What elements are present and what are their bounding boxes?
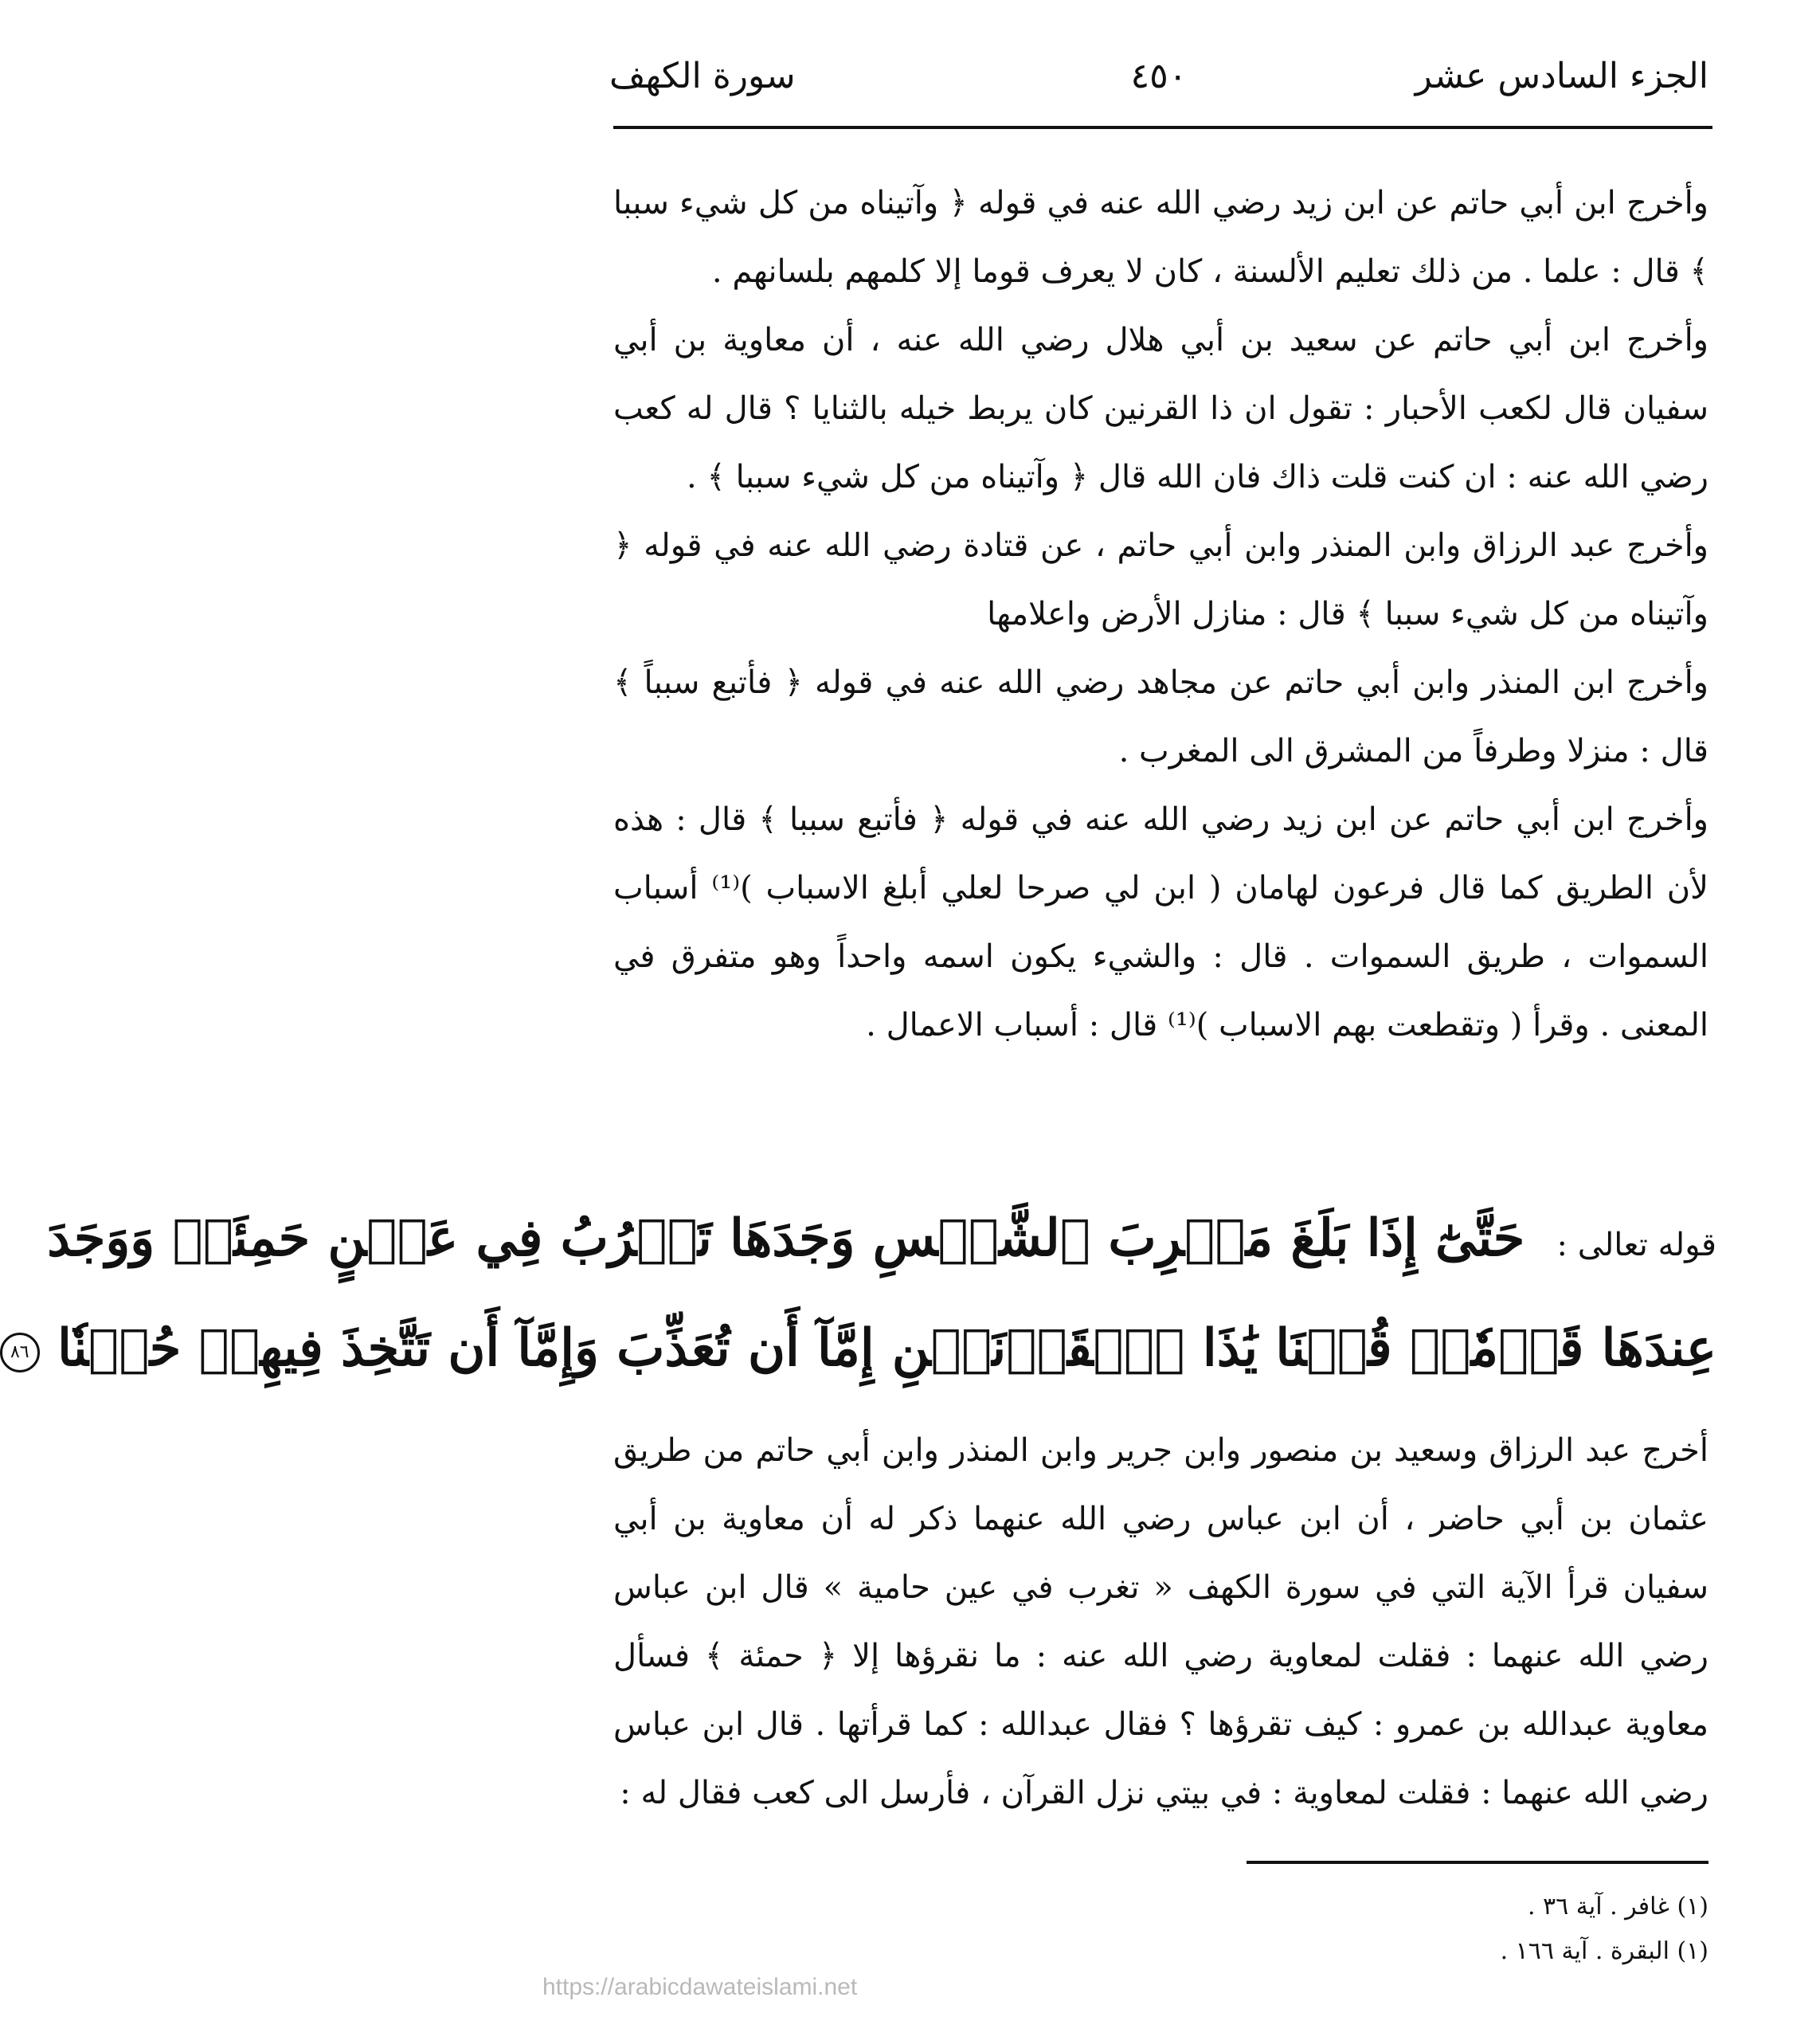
- watermark-url: https://arabicdawateislami.net: [542, 1974, 858, 2000]
- page-number: ٤٥٠: [1130, 56, 1188, 96]
- verse-line-1: [47, 1187, 1716, 1297]
- quran-verse: [10, 1187, 1716, 1400]
- main-text: [613, 169, 1708, 1059]
- running-header: [609, 49, 1708, 113]
- surah-label: سورة الكهف: [609, 56, 796, 96]
- header-divider: [613, 126, 1712, 129]
- paragraph: وأخرج عبد الرزاق وابن المنذر وابن أبي حاتم ، عن قتادة رضي الله عنه في قوله ﴿ وآتيناه من كل شيء سببا ﴾ قال : منازل الأرض واعلامها: [613, 527, 1708, 632]
- verse-text-2: عِندَهَا قَوۡمٗاۗ قُلۡنَا يَٰذَا ٱلۡقَرۡنَيۡنِ إِمَّآ أَن تُعَذِّبَ وَإِمَّآ أَن تَتَّخِذَ فِيهِمۡ حُسۡنٗا: [57, 1318, 1716, 1378]
- footnote-divider: [1247, 1861, 1708, 1864]
- footnote: (١) البقرة . آية ١٦٦ .: [1500, 1937, 1708, 1965]
- footnote: (١) غافر . آية ٣٦ .: [1527, 1893, 1708, 1920]
- part-label: الجزء السادس عشر: [1415, 56, 1708, 96]
- verse-number-marker: ٨٦: [0, 1333, 40, 1372]
- paragraph: وأخرج ابن أبي حاتم عن سعيد بن أبي هلال رضي الله عنه ، أن معاوية بن أبي سفيان قال لكعب الأحبار : تقول ان ذا القرنين كان يربط خيله بالثنايا ؟ قال له كعب رضي الله عنه : ان كنت قلت ذاك فان الله قال ﴿ وآتيناه من كل شيء سببا ﴾ .: [613, 322, 1708, 495]
- paragraph: أخرج عبد الرزاق وسعيد بن منصور وابن جرير وابن المنذر وابن أبي حاتم من طريق عثمان بن أبي حاضر ، أن ابن عباس رضي الله عنهما ذكر له أن معاوية بن أبي سفيان قرأ الآية التي في سورة الكهف « تغرب في عين حامية » قال ابن عباس رضي الله عنهما : فقلت لمعاوية رضي الله عنه : ما نقرؤها إلا ﴿ حمئة ﴾ فسأل معاوية عبدالله بن عمرو : كيف تقرؤها ؟ فقال عبدالله : كما قرأتها . قال ابن عباس رضي الله عنهما : فقلت لمعاوية : في بيتي نزل القرآن ، فأرسل الى كعب فقال له :: [613, 1432, 1708, 1811]
- verse-intro: قوله تعالى :: [1556, 1227, 1716, 1263]
- book-page: [10, 0, 1820, 2036]
- paragraph: وأخرج ابن أبي حاتم عن ابن زيد رضي الله عنه في قوله ﴿ وآتيناه من كل شيء سببا ﴾ قال : علما . من ذلك تعليم الألسنة ، كان لا يعرف قوما إلا كلمهم بلسانهم .: [613, 185, 1708, 290]
- paragraph: وأخرج ابن المنذر وابن أبي حاتم عن مجاهد رضي الله عنه في قوله ﴿ فأتبع سبباً ﴾ قال : منزلا وطرفاً من المشرق الى المغرب .: [613, 664, 1708, 769]
- verse-line-2: [10, 1297, 1716, 1400]
- verse-text-1: حَتَّىٰٓ إِذَا بَلَغَ مَغۡرِبَ ٱلشَّمۡسِ وَجَدَهَا تَغۡرُبُ فِي عَيۡنٍ حَمِئَةٖ وَوَجَدَ: [47, 1208, 1525, 1268]
- footnotes: [992, 1885, 1708, 1974]
- paragraph: وأخرج ابن أبي حاتم عن ابن زيد رضي الله عنه في قوله ﴿ فأتبع سببا ﴾ قال : هذه لأن الطريق كما قال فرعون لهامان ( ابن لي صرحا لعلي أبلغ الاسباب )⁽¹⁾ أسباب السموات ، طريق السموات . قال : والشيء يكون اسمه واحداً وهو متفرق في المعنى . وقرأ ( وتقطعت بهم الاسباب )⁽¹⁾ قال : أسباب الاعمال .: [613, 801, 1708, 1043]
- commentary-text: [613, 1416, 1708, 1827]
